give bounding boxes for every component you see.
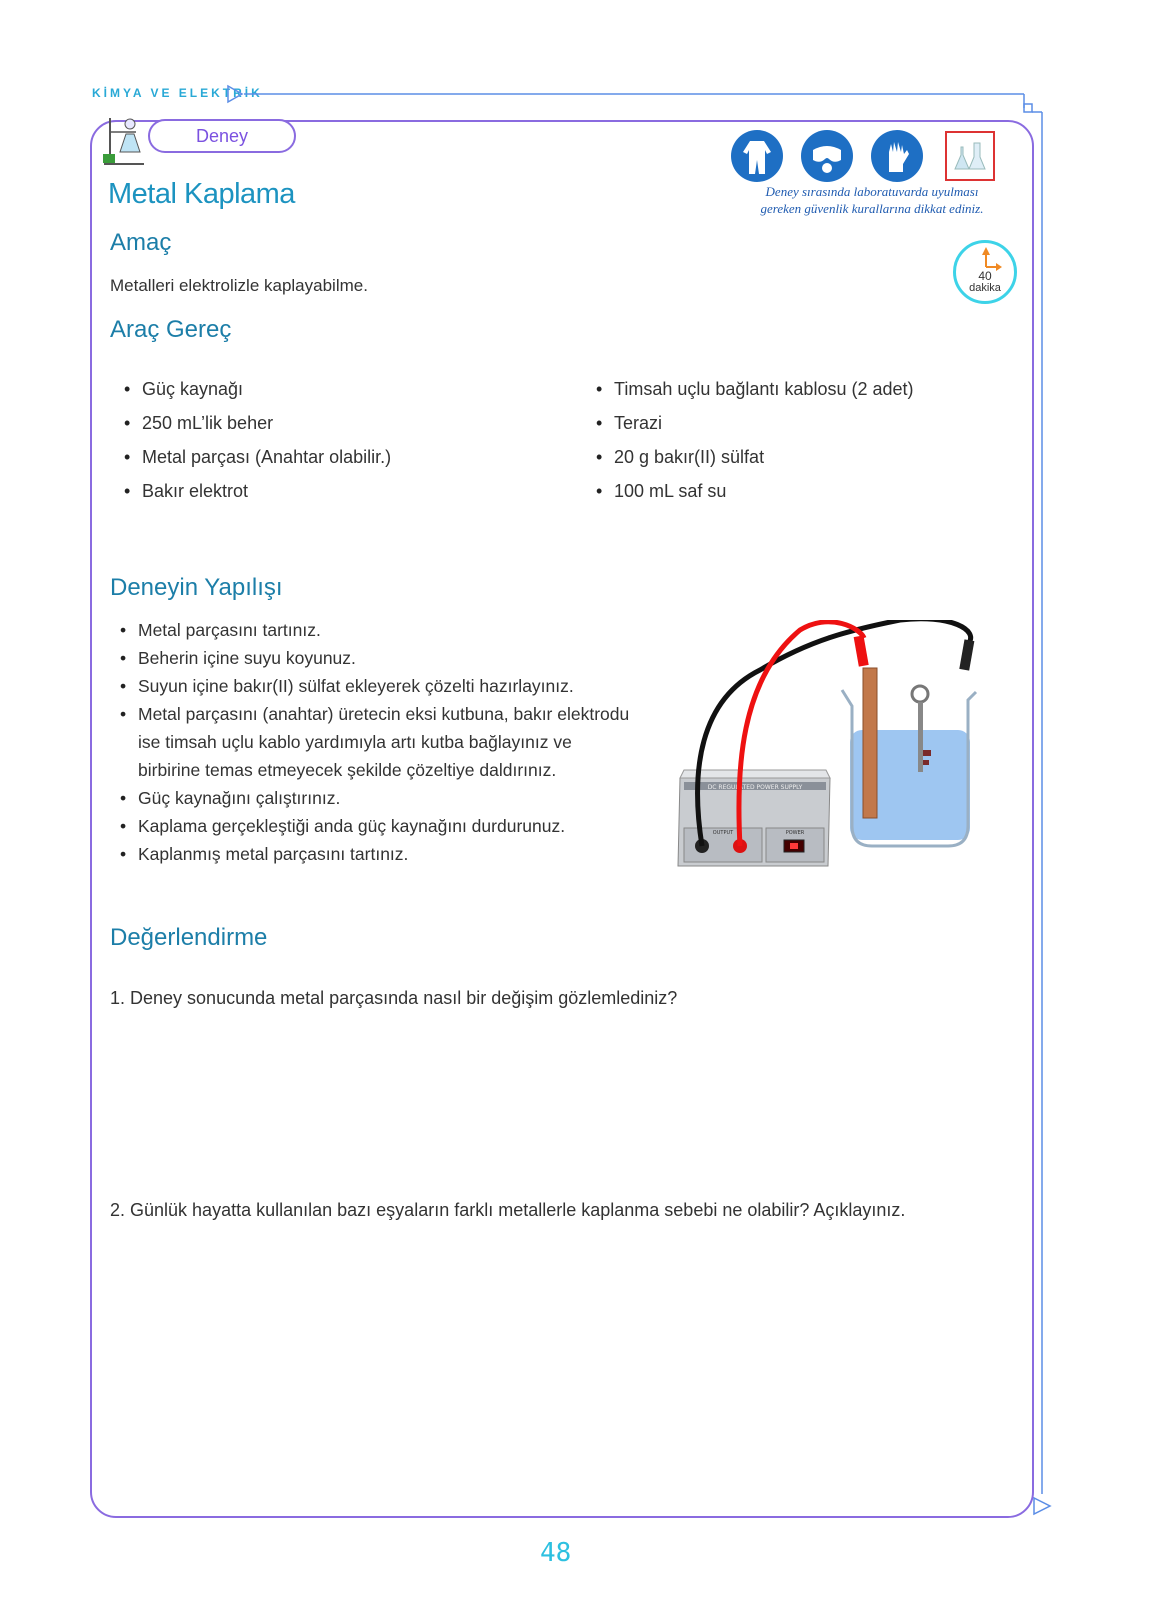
- lab-coat-icon: [731, 130, 783, 182]
- materials-list-right: [592, 372, 1012, 508]
- gloves-icon: [871, 130, 923, 182]
- page-title: Metal Kaplama: [108, 178, 295, 210]
- copper-electrode: [863, 668, 877, 818]
- black-clip: [959, 639, 974, 670]
- list-item: • Kaplama gerçekleştiği anda güç kaynağını durdurunuz.: [116, 812, 636, 840]
- list-item: • 20 g bakır(II) sülfat: [592, 440, 1012, 474]
- list-item: • Suyun içine bakır(II) sülfat ekleyerek çözelti hazırlayınız.: [116, 672, 636, 700]
- list-item: • Bakır elektrot: [120, 474, 540, 508]
- red-clip: [854, 635, 869, 666]
- list-item: • Metal parçasını (anahtar) üretecin eksi kutbuna, bakır elektrodu ise timsah uçlu kablo yardımıyla artı kutba bağlayınız ve birbirine temas etmeyecek şekilde çözeltiye daldırınız.: [116, 700, 638, 784]
- safety-note-line2: gereken güvenlik kurallarına dikkat ediniz.: [760, 201, 984, 216]
- list-item: • 100 mL saf su: [592, 474, 1012, 508]
- power-indicator: [790, 843, 798, 849]
- safety-note: [727, 183, 1017, 217]
- supply-label: DC REGULATED POWER SUPPLY: [707, 784, 803, 791]
- timer-badge: [953, 240, 1017, 304]
- aim-heading: Amaç: [110, 229, 172, 256]
- procedure-steps: [116, 616, 636, 868]
- evaluation-heading: Değerlendirme: [110, 924, 268, 951]
- list-item: • Metal parçasını tartınız.: [116, 616, 636, 644]
- experiment-tag: Deney: [148, 119, 296, 153]
- beaker: [842, 690, 976, 846]
- list-item: • Kaplanmış metal parçasını tartınız.: [116, 840, 636, 868]
- list-item: • Güç kaynağını çalıştırınız.: [116, 784, 636, 812]
- output-label: OUTPUT: [712, 830, 734, 836]
- list-item: • Metal parçası (Anahtar olabilir.): [120, 440, 540, 474]
- question-2: 2. Günlük hayatta kullanılan bazı eşyaların farklı metallerle kaplanma sebebi ne olabilir? Açıklayınız.: [110, 1200, 906, 1220]
- list-item: • Timsah uçlu bağlantı kablosu (2 adet): [592, 372, 1012, 406]
- list-item: • 250 mL’lik beher: [120, 406, 540, 440]
- list-item: • Güç kaynağı: [120, 372, 540, 406]
- materials-heading: Araç Gereç: [110, 316, 232, 343]
- list-item: • Terazi: [592, 406, 1012, 440]
- safety-note-line1: Deney sırasında laboratuvarda uyulması: [765, 184, 979, 199]
- aim-text: Metalleri elektrolizle kaplayabilme.: [110, 276, 368, 295]
- goggles-icon: [801, 130, 853, 182]
- page-number: 48: [540, 1538, 572, 1568]
- glassware-icon: [945, 131, 995, 181]
- question-1: 1. Deney sonucunda metal parçasında nasıl bir değişim gözlemlediniz?: [110, 988, 678, 1008]
- procedure-heading: Deneyin Yapılışı: [110, 574, 283, 601]
- list-item: • Beherin içine suyu koyunuz.: [116, 644, 636, 672]
- electroplating-setup-illustration: [650, 620, 1030, 880]
- timer-unit: dakika: [969, 282, 1001, 294]
- lab-equipment-icon: [100, 112, 148, 168]
- section-label: KİMYA VE ELEKTRİK: [92, 86, 263, 100]
- materials-list-left: [120, 372, 540, 508]
- timer-value: 40: [978, 269, 992, 283]
- power-label: POWER: [785, 830, 805, 836]
